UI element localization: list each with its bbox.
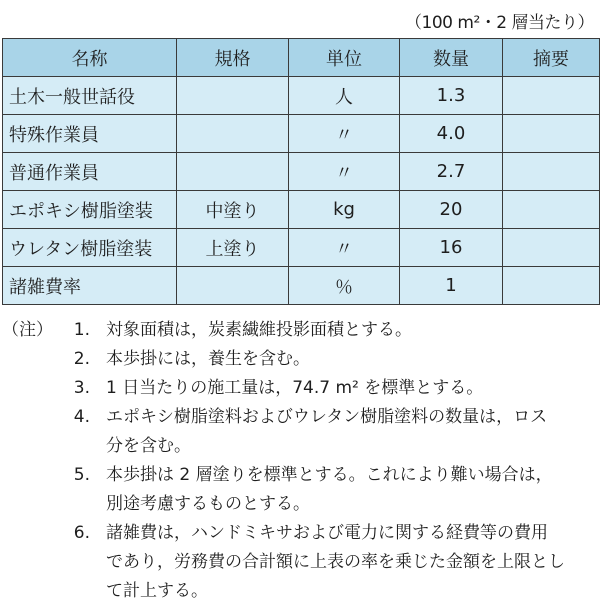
note-number: 4. xyxy=(73,407,90,427)
cell-quantity: 1.3 xyxy=(400,77,503,115)
cell-quantity: 20 xyxy=(400,191,503,229)
cell-unit: 〃 xyxy=(289,153,400,191)
note-number: 6. xyxy=(73,523,90,543)
cell-name: 諸雑費率 xyxy=(3,267,177,305)
cell-quantity: 1 xyxy=(400,267,503,305)
note-text: 1 日当たりの施工量は，74.7 m² を標準とする。 xyxy=(106,378,484,398)
cell-spec xyxy=(177,77,289,115)
cell-remarks xyxy=(503,191,600,229)
cell-quantity: 16 xyxy=(400,229,503,267)
note-item xyxy=(2,519,600,548)
cell-unit: 〃 xyxy=(289,115,400,153)
cell-quantity: 4.0 xyxy=(400,115,503,153)
header-name: 名称 xyxy=(3,39,177,77)
note-item xyxy=(2,403,600,432)
note-item xyxy=(2,316,600,345)
cell-remarks xyxy=(503,153,600,191)
note-text: エポキシ樹脂塗料およびウレタン樹脂塗料の数量は，ロス xyxy=(106,407,548,427)
note-continuation: 別途考慮するものとする。 xyxy=(106,494,310,514)
cell-name: 土木一般世話役 xyxy=(3,77,177,115)
note-number: 3. xyxy=(73,378,90,398)
table-row xyxy=(3,115,600,153)
cell-spec: 中塗り xyxy=(177,191,289,229)
cell-spec xyxy=(177,115,289,153)
note-continuation: であり，労務費の合計額に上表の率を乗じた金額を上限とし xyxy=(106,552,565,572)
cell-remarks xyxy=(503,115,600,153)
cell-spec: 上塗り xyxy=(177,229,289,267)
cell-remarks xyxy=(503,267,600,305)
note-text: 対象面積は，炭素繊維投影面積とする。 xyxy=(106,320,412,340)
table-row xyxy=(3,153,600,191)
cell-unit: 〃 xyxy=(289,229,400,267)
note-continuation: て計上する。 xyxy=(106,581,208,601)
header-unit: 単位 xyxy=(289,39,400,77)
unit-note: （100 m²・2 層当たり） xyxy=(405,13,594,33)
table-row xyxy=(3,77,600,115)
cell-unit: 人 xyxy=(289,77,400,115)
cell-remarks xyxy=(503,229,600,267)
note-continuation: 分を含む。 xyxy=(106,436,191,456)
table-header-row xyxy=(3,39,600,77)
note-item xyxy=(2,345,600,374)
note-text: 本歩掛には，養生を含む。 xyxy=(106,349,310,369)
cell-spec xyxy=(177,267,289,305)
notes-label: （注） xyxy=(2,320,53,340)
note-number: 1. xyxy=(73,320,90,340)
cell-spec xyxy=(177,153,289,191)
note-text: 本歩掛は 2 層塗りを標準とする。これにより難い場合は， xyxy=(106,465,553,485)
cell-unit: kg xyxy=(289,191,400,229)
labor-table xyxy=(2,38,600,305)
note-item xyxy=(2,461,600,490)
cell-quantity: 2.7 xyxy=(400,153,503,191)
note-number: 2. xyxy=(73,349,90,369)
cell-name: 特殊作業員 xyxy=(3,115,177,153)
note-number: 5. xyxy=(73,465,90,485)
cell-unit: ％ xyxy=(289,267,400,305)
cell-name: 普通作業員 xyxy=(3,153,177,191)
notes-section xyxy=(2,316,600,606)
table-row xyxy=(3,267,600,305)
table-row xyxy=(3,229,600,267)
table-row xyxy=(3,191,600,229)
cell-name: エポキシ樹脂塗装 xyxy=(3,191,177,229)
note-item xyxy=(2,374,600,403)
cell-name: ウレタン樹脂塗装 xyxy=(3,229,177,267)
header-quantity: 数量 xyxy=(400,39,503,77)
header-remarks: 摘要 xyxy=(503,39,600,77)
header-spec: 規格 xyxy=(177,39,289,77)
note-text: 諸雑費は，ハンドミキサおよび電力に関する経費等の費用 xyxy=(106,523,548,543)
cell-remarks xyxy=(503,77,600,115)
